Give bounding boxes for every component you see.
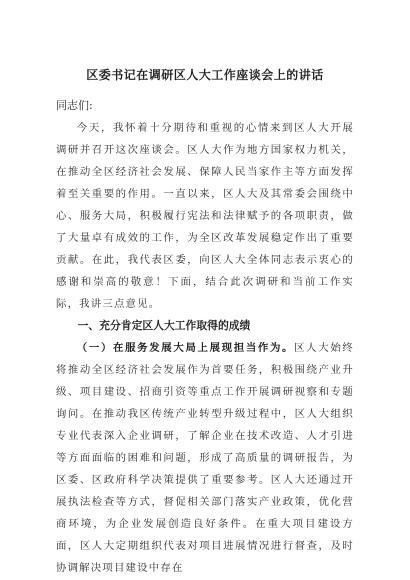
subsection-body: 区人大始终将推动全区经济社会发展作为首要任务，积极围绕产业升级、项目建设、招商引资等重点工作开展调研视察和专题询问。在推动我区传统产业转型升级过程中，区人大组织专业代表深入企业调研，了解企业在技术改造、人才引进等方面面临的困难和问题，形成了高质量的调研报告，为区委、区政府科学决策提供了重要参考。区人大还通过开展执法检查等方式，督促相关部门落实产业政策，优化营商环境，为企业发展创造良好条件。在重大项目建设方面，区人大定期组织代表对项目进展情况进行督查，及时协调解决项目建设中存在 xyxy=(56,342,354,574)
section-heading: 一、充分肯定区人大工作取得的成绩 xyxy=(77,319,251,332)
subsection-lead: （一）在服务发展大局上展现担当作为。 xyxy=(76,342,295,354)
intro-paragraph: 今天，我怀着十分期待和重视的心情来到区人大开展调研并召开这次座谈会。区人大作为地方国家权力机关，在推动全区经济社会发展、保障人民当家作主等方面发挥着至关重要的作用。一直以来，区人大及其常委会围绕中心、服务大局，积极履行宪法和法律赋予的各项职责，做了大量卓有成效的工作，为全区改革发展稳定作出了重要贡献。在此，我代表区委，向区人大全体同志表示衷心的感谢和崇高的敬意！下面，结合此次调研和当前工作实际，我讲三点意见。 xyxy=(56,122,354,310)
salutation: 同志们: xyxy=(56,99,93,112)
document-title: 区委书记在调研区人大工作座谈会上的讲话 xyxy=(86,68,324,82)
subsection-paragraph xyxy=(56,337,354,579)
